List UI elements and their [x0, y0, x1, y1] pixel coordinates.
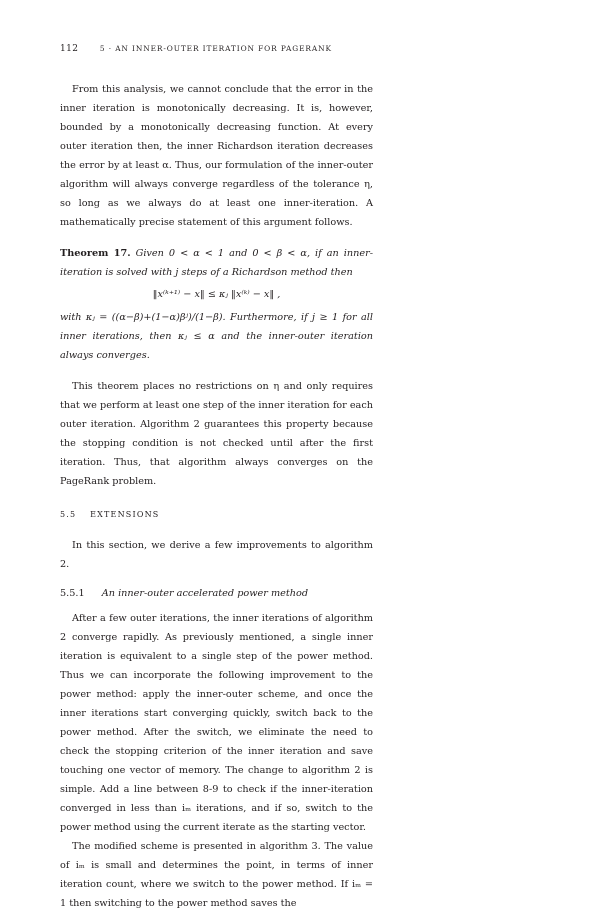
theorem-text: Given 0 < α < 1 and 0 < β < α, if an inner-iteration is solved with j steps of a Richardson method then: [60, 248, 373, 278]
paragraph: After a few outer iterations, the inner iterations of algorithm 2 converge rapidly. As previously mentioned, a single inner iteration is equivalent to a single step of the power method. Thus we can incorporate the following improvement to the power method: apply the inner-outer scheme, and once the inner iterations start converging quickly, switch back to the power method. After the switch, we eliminate the need to check the stopping criterion of the inner iteration and save touching one vector of memory. The change to algorithm 2 is simple. Add a line between 8-9 to check if the inner-iteration converged in less than iₘ iterations, and if so, switch to the power method using the current iterate as the starting vector.: [60, 613, 373, 833]
page-number: 112: [60, 44, 79, 54]
section-number: 5.5: [60, 510, 77, 519]
section-title: EXTENSIONS: [90, 510, 160, 519]
subsection-heading: [60, 584, 373, 603]
theorem-label: Theorem 17.: [60, 248, 131, 259]
theorem-statement: [60, 244, 373, 282]
paragraph: From this analysis, we cannot conclude that the error in the inner iteration is monotonically decreasing. It is, however, bounded by a monotonically decreasing function. At every outer iteration then, the inner Richardson iteration decreases the error by at least α. Thus, our formulation of the inner-outer algorithm will always converge regardless of the tolerance η, so long as we always do at least one inner-iteration. A mathematically precise statement of this argument follows.: [60, 84, 373, 228]
subsection-title: An inner-outer accelerated power method: [101, 588, 309, 599]
theorem-continuation: with κⱼ = ((α−β)+(1−α)βʲ)/(1−β). Furthermore, if j ≥ 1 for all inner iterations, then κⱼ ≤ α and the inner-outer iteration always converges.: [60, 312, 373, 361]
section-heading: [60, 505, 373, 524]
running-head: [60, 44, 332, 54]
display-equation: ‖x⁽ᵏ⁺¹⁾ − x‖ ≤ κⱼ ‖x⁽ᵏ⁾ − x‖ ,: [152, 289, 281, 300]
running-title: 5 · AN INNER-OUTER ITERATION FOR PAGERANK: [99, 44, 332, 53]
body-text: [60, 80, 373, 913]
subsection-number: 5.5.1: [60, 588, 85, 599]
paragraph: This theorem places no restrictions on η and only requires that we perform at least one step of the inner iteration for each outer iteration. Algorithm 2 guarantees this property because the stopping condition is not checked until after the first iteration. Thus, that algorithm always converges on the PageRank problem.: [60, 381, 373, 487]
paragraph: The modified scheme is presented in algorithm 3. The value of iₘ is small and determines the point, in terms of inner iteration count, where we switch to the power method. If iₘ = 1 then switching to the power method saves the: [60, 841, 373, 909]
paragraph: In this section, we derive a few improvements to algorithm 2.: [60, 540, 373, 570]
